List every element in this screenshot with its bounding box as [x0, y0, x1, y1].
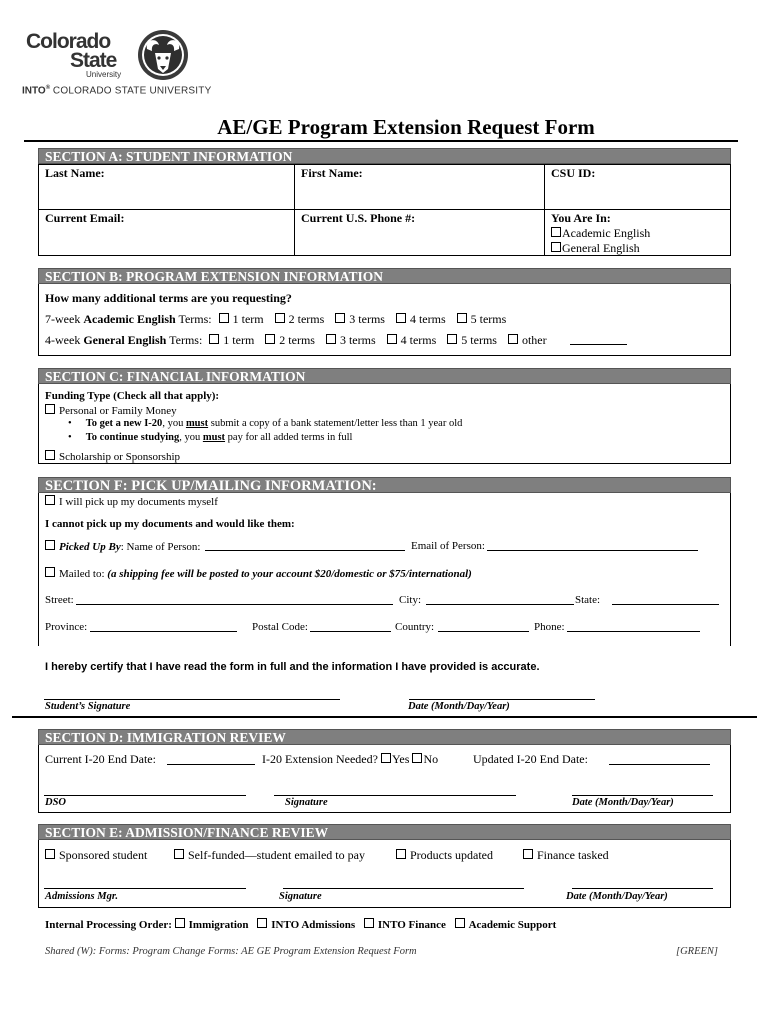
term-label: 2 terms [288, 312, 325, 326]
country-label: Country: [395, 621, 435, 633]
checkbox-icon[interactable] [551, 227, 561, 237]
internal-processing-row [45, 918, 556, 931]
checkbox-icon[interactable] [257, 918, 267, 928]
ae-term-3[interactable] [335, 312, 385, 326]
admissions-mgr-label: Admissions Mgr. [45, 891, 118, 902]
option-academic-english[interactable] [551, 226, 650, 241]
phone-label: Phone: [534, 621, 565, 633]
checkbox-icon[interactable] [275, 313, 285, 323]
checkbox-icon[interactable] [265, 334, 275, 344]
no-label: No [423, 752, 439, 766]
staff-divider [12, 716, 757, 718]
option-general-english[interactable] [551, 241, 640, 256]
checkbox-icon[interactable] [174, 849, 184, 859]
term-label: 5 terms [470, 312, 507, 326]
term-label: 4 terms [400, 333, 437, 347]
ge-term-1[interactable] [209, 333, 254, 347]
self-funded-option[interactable] [174, 848, 365, 863]
you-are-in-label: You Are In: [551, 211, 611, 225]
checkbox-icon[interactable] [455, 918, 465, 928]
row-program: General English [83, 333, 167, 347]
term-label: 2 terms [279, 333, 315, 347]
extension-needed-label: I-20 Extension Needed? [262, 752, 378, 766]
admissions-date-field[interactable] [572, 888, 713, 889]
csu-id-label: CSU ID: [551, 166, 596, 180]
option-label: General English [562, 241, 640, 255]
option-label: Self-funded—student emailed to pay [188, 848, 365, 862]
funding-personal[interactable] [45, 404, 177, 417]
extension-needed-row [262, 752, 438, 767]
row-prefix: 7-week [45, 312, 84, 326]
checkbox-icon[interactable] [447, 334, 457, 344]
yes-label: Yes [391, 752, 410, 766]
mailed-to-option[interactable] [45, 567, 472, 580]
row-suffix: Terms: [175, 312, 212, 326]
state-field[interactable] [612, 604, 719, 605]
logo-colorado: Colorado [26, 30, 111, 53]
dso-signature-label: Signature [285, 797, 328, 808]
ext-no-option[interactable] [412, 752, 438, 766]
footer-path: Shared (W): Forms: Program Change Forms: AE GE Program Extension Request Form [45, 946, 417, 957]
dso-label: DSO [45, 797, 67, 808]
checkbox-icon[interactable] [508, 334, 518, 344]
funding-scholarship[interactable] [45, 450, 180, 463]
option-label: INTO Finance [377, 919, 446, 931]
email-of-person-field[interactable] [487, 550, 698, 551]
checkbox-icon[interactable] [45, 450, 55, 460]
footer-tag: [GREEN] [676, 946, 718, 957]
dso-signature-field[interactable] [274, 795, 516, 796]
updated-i20-label: Updated I-20 End Date: [473, 752, 588, 766]
bullet-bold: To get a new I-20 [85, 418, 163, 429]
option-label: Finance tasked [537, 848, 609, 862]
city-label: City: [399, 594, 422, 606]
checkbox-icon[interactable] [209, 334, 219, 344]
option-label: Products updated [410, 848, 493, 862]
bullet-must: must [185, 418, 209, 429]
internal-into-finance[interactable] [364, 919, 446, 931]
checkbox-icon[interactable] [457, 313, 467, 323]
term-label: 5 terms [461, 333, 497, 347]
ge-term-5[interactable] [447, 333, 497, 347]
term-label: 3 terms [349, 312, 385, 326]
funding-type-label: Funding Type (Check all that apply): [45, 390, 220, 402]
name-of-person-field[interactable] [205, 550, 405, 551]
checkbox-icon[interactable] [326, 334, 336, 344]
checkbox-icon[interactable] [175, 918, 185, 928]
ge-term-other[interactable] [508, 333, 547, 347]
admissions-signature-label: Signature [279, 891, 322, 902]
phone-field[interactable] [567, 631, 700, 632]
name-of-person-label: : Name of Person: [120, 541, 201, 553]
section-a-heading: SECTION A: STUDENT INFORMATION [38, 148, 731, 164]
section-d-heading: SECTION D: IMMIGRATION REVIEW [38, 729, 731, 745]
checkbox-icon[interactable] [381, 753, 391, 763]
ae-term-1[interactable] [219, 312, 264, 326]
into-word: INTO [22, 85, 46, 97]
ae-term-5[interactable] [457, 312, 507, 326]
checkbox-icon[interactable] [364, 918, 374, 928]
into-rest: COLORADO STATE UNIVERSITY [52, 85, 212, 97]
province-field[interactable] [90, 631, 237, 632]
country-field[interactable] [438, 631, 529, 632]
phone-label: Current U.S. Phone #: [301, 211, 416, 225]
section-e-heading: SECTION E: ADMISSION/FINANCE REVIEW [38, 824, 731, 840]
term-label: 3 terms [339, 333, 376, 347]
checkbox-icon[interactable] [396, 313, 406, 323]
row-prefix: 4-week [45, 333, 84, 347]
email-of-person-label: Email of Person: [411, 540, 485, 552]
dso-date-label: Date (Month/Day/Year) [572, 797, 674, 808]
ae-terms-row [45, 312, 506, 327]
checkbox-icon[interactable] [412, 753, 422, 763]
term-label: 4 terms [409, 312, 446, 326]
checkbox-icon[interactable] [45, 495, 55, 505]
internal-into-admissions[interactable] [257, 919, 355, 931]
bullet-bold: To continue studying [85, 432, 180, 443]
bullet-continue: • To continue studying, you must pay for all added terms in full [68, 432, 353, 443]
row-program: Academic English [83, 312, 176, 326]
student-signature-label: Student’s Signature [45, 701, 131, 712]
checkbox-icon[interactable] [387, 334, 397, 344]
term-label: other [521, 333, 547, 347]
last-name-label: Last Name: [45, 166, 105, 180]
row-suffix: Terms: [166, 333, 203, 347]
terms-question: How many additional terms are you requesting? [45, 291, 292, 305]
state-label: State: [575, 594, 601, 606]
page-title: AE/GE Program Extension Request Form [217, 115, 595, 139]
ram-logo-icon [137, 29, 189, 81]
postal-code-field[interactable] [310, 631, 391, 632]
dso-date-field[interactable] [572, 795, 713, 796]
ae-term-4[interactable] [396, 312, 446, 326]
checkbox-icon[interactable] [551, 242, 561, 252]
dso-field[interactable] [44, 795, 246, 796]
checkbox-icon[interactable] [45, 567, 55, 577]
products-updated-option[interactable] [396, 848, 493, 863]
cannot-pickup-label: I cannot pick up my documents and would like them: [45, 518, 295, 530]
logo-state: State [70, 49, 117, 72]
ext-yes-option[interactable] [381, 752, 409, 766]
logo-university: University [86, 70, 122, 79]
internal-academic-support[interactable] [455, 919, 557, 931]
internal-processing-label: Internal Processing Order: [45, 919, 172, 931]
sponsored-option[interactable] [45, 848, 147, 863]
bullet-text: , you [179, 432, 203, 443]
current-i20-field[interactable] [167, 764, 255, 765]
checkbox-icon[interactable] [45, 404, 55, 414]
checkbox-icon[interactable] [335, 313, 345, 323]
city-field[interactable] [426, 604, 574, 605]
admissions-date-label: Date (Month/Day/Year) [566, 891, 668, 902]
bullet-text: pay for all added terms in full [225, 432, 353, 443]
student-signature-field[interactable] [44, 699, 340, 700]
bullet-text: , you [162, 418, 186, 429]
finance-tasked-option[interactable] [523, 848, 609, 863]
student-date-field[interactable] [409, 699, 595, 700]
checkbox-icon[interactable] [523, 849, 533, 859]
mailed-to-label: Mailed to: [59, 568, 108, 580]
admissions-mgr-field[interactable] [44, 888, 246, 889]
admissions-signature-field[interactable] [283, 888, 524, 889]
first-name-label: First Name: [301, 166, 363, 180]
title-rule [24, 140, 738, 142]
checkbox-icon[interactable] [45, 540, 55, 550]
section-f-heading: SECTION F: PICK UP/MAILING INFORMATION: [38, 477, 731, 493]
picked-up-by-label: Picked Up By [59, 541, 121, 553]
picked-up-by-option[interactable] [45, 540, 200, 553]
checkbox-icon[interactable] [396, 849, 406, 859]
street-field[interactable] [76, 604, 393, 605]
ge-term-3[interactable] [326, 333, 376, 347]
ge-term-2[interactable] [265, 333, 315, 347]
option-label: Sponsored student [59, 848, 148, 862]
bullet-text: submit a copy of a bank statement/letter less than 1 year old [208, 418, 463, 429]
bullet-must: must [202, 432, 226, 443]
into-line: INTO® COLORADO STATE UNIVERSITY [22, 85, 212, 97]
option-label: Immigration [188, 919, 249, 931]
updated-i20-field[interactable] [609, 764, 710, 765]
email-label: Current Email: [45, 211, 125, 225]
option-label: I will pick up my documents myself [59, 496, 218, 508]
ge-terms-row [45, 333, 547, 348]
option-label: Academic English [562, 226, 651, 240]
ae-term-2[interactable] [275, 312, 325, 326]
option-label: INTO Admissions [271, 919, 356, 931]
bullet-new-i20: • To get a new I-20, you must submit a copy of a bank statement/letter less than 1 year old [68, 418, 463, 429]
section-b-heading: SECTION B: PROGRAM EXTENSION INFORMATION [38, 268, 731, 284]
province-label: Province: [45, 621, 88, 633]
option-label: Academic Support [468, 919, 557, 931]
postal-code-label: Postal Code: [252, 621, 308, 633]
checkbox-icon[interactable] [45, 849, 55, 859]
checkbox-icon[interactable] [219, 313, 229, 323]
ge-term-4[interactable] [387, 333, 437, 347]
other-terms-field[interactable] [570, 344, 627, 345]
option-label: Scholarship or Sponsorship [59, 451, 180, 463]
internal-immigration[interactable] [175, 919, 249, 931]
student-date-label: Date (Month/Day/Year) [408, 701, 510, 712]
option-label: Personal or Family Money [59, 405, 177, 417]
term-label: 1 term [223, 333, 255, 347]
street-label: Street: [45, 594, 74, 606]
term-label: 1 term [232, 312, 264, 326]
self-pickup-option[interactable] [45, 495, 218, 508]
section-c-heading: SECTION C: FINANCIAL INFORMATION [38, 368, 731, 384]
mailed-note: (a shipping fee will be posted to your account $20/domestic or $75/international) [107, 568, 472, 580]
certify-statement: I hereby certify that I have read the form in full and the information I have provided is accurate. [45, 661, 540, 673]
current-i20-label: Current I-20 End Date: [45, 752, 156, 766]
